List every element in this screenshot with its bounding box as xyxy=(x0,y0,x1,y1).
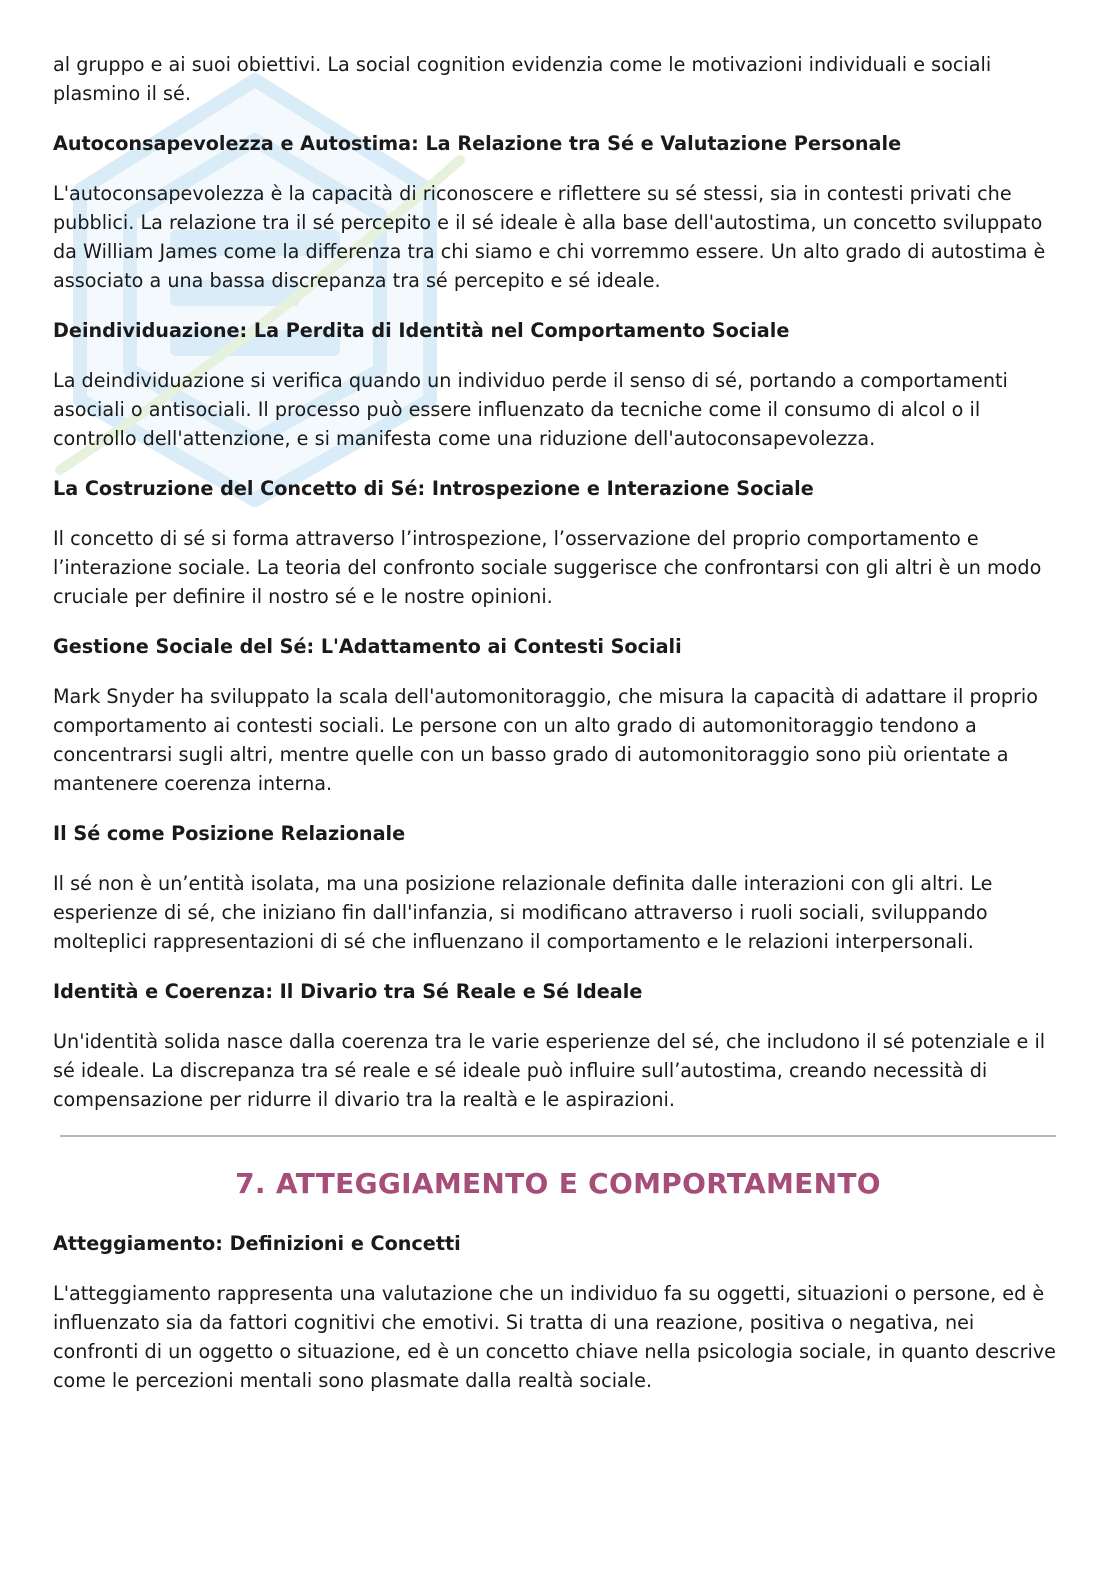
chapter-title: 7. ATTEGGIAMENTO E COMPORTAMENTO xyxy=(235,1167,881,1200)
section-paragraph: L'autoconsapevolezza è la capacità di riconoscere e riflettere su sé stessi, sia in contesti privati che pubblici. La relazione tra il sé percepito e il sé ideale è alla base dell'autostima, un concetto sviluppato da William James come la differenza tra chi siamo e chi vorremmo essere. Un alto grado di autostima è associato a una bassa discrepanza tra sé percepito e sé ideale. xyxy=(53,182,1046,292)
section-identita-coerenza xyxy=(53,977,1063,1114)
section-paragraph: Un'identità solida nasce dalla coerenza tra le varie esperienze del sé, che includono il sé potenziale e il sé ideale. La discrepanza tra sé reale e sé ideale può influire sull’autostima, creando necessità di compensazione per ridurre il divario tra la realtà e le aspirazioni. xyxy=(53,1030,1046,1111)
section-paragraph: L'atteggiamento rappresenta una valutazione che un individuo fa su oggetti, situazioni o persone, ed è influenzato sia da fattori cognitivi che emotivi. Si tratta di una reazione, positiva o negativa, nei confronti di un oggetto o situazione, ed è un concetto chiave nella psicologia sociale, in quanto descrive come le percezioni mentali sono plasmate dalla realtà sociale. xyxy=(53,1282,1056,1392)
section-autostima xyxy=(53,129,1063,295)
section-paragraph: Il concetto di sé si forma attraverso l’introspezione, l’osservazione del proprio comportamento e l’interazione sociale. La teoria del confronto sociale suggerisce che confrontarsi con gli altri è un modo cruciale per definire il nostro sé e le nostre opinioni. xyxy=(53,527,1042,608)
section-gestione-sociale xyxy=(53,632,1063,798)
section-atteggiamento xyxy=(53,1229,1063,1395)
section-divider xyxy=(60,1135,1056,1137)
section-heading: Autoconsapevolezza e Autostima: La Relazione tra Sé e Valutazione Personale xyxy=(53,132,902,155)
section-heading: Deindividuazione: La Perdita di Identità nel Comportamento Sociale xyxy=(53,319,790,342)
section-concetto-di-se xyxy=(53,474,1063,611)
document-page xyxy=(53,50,1063,1416)
section-heading: Il Sé come Posizione Relazionale xyxy=(53,822,406,845)
section-deindividuazione xyxy=(53,316,1063,453)
section-paragraph: Mark Snyder ha sviluppato la scala dell'automonitoraggio, che misura la capacità di adattare il proprio comportamento ai contesti sociali. Le persone con un alto grado di automonitoraggio tendono a concentrarsi sugli altri, mentre quelle con un basso grado di automonitoraggio sono più orientate a mantenere coerenza interna. xyxy=(53,685,1038,795)
intro-paragraph: al gruppo e ai suoi obiettivi. La social cognition evidenzia come le motivazioni individuali e sociali plasmino il sé. xyxy=(53,53,992,105)
section-posizione-relazionale xyxy=(53,819,1063,956)
section-heading: Identità e Coerenza: Il Divario tra Sé Reale e Sé Ideale xyxy=(53,980,643,1003)
section-heading: La Costruzione del Concetto di Sé: Introspezione e Interazione Sociale xyxy=(53,477,814,500)
section-heading: Gestione Sociale del Sé: L'Adattamento ai Contesti Sociali xyxy=(53,635,682,658)
section-paragraph: Il sé non è un’entità isolata, ma una posizione relazionale definita dalle interazioni con gli altri. Le esperienze di sé, che iniziano fin dall'infanzia, si modificano attraverso i ruoli sociali, sviluppando molteplici rappresentazioni di sé che influenzano il comportamento e le relazioni interpersonali. xyxy=(53,872,993,953)
section-paragraph: La deindividuazione si verifica quando un individuo perde il senso di sé, portando a comportamenti asociali o antisociali. Il processo può essere influenzato da tecniche come il consumo di alcol o il controllo dell'attenzione, e si manifesta come una riduzione dell'autoconsapevolezza. xyxy=(53,369,1008,450)
section-heading: Atteggiamento: Definizioni e Concetti xyxy=(53,1232,461,1255)
